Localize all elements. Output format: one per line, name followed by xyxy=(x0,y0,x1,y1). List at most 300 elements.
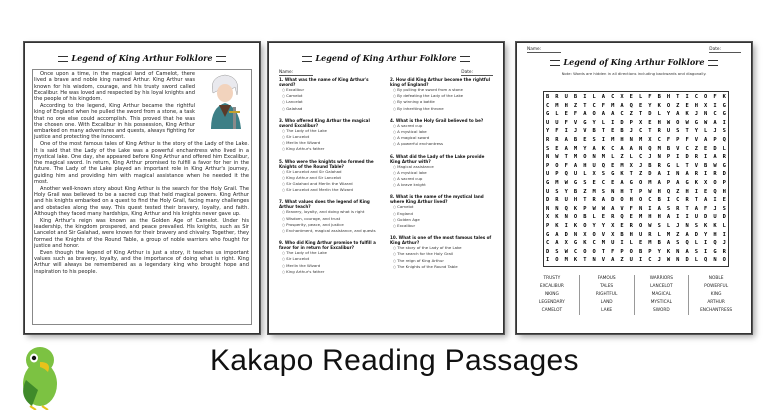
grid-letter[interactable]: J xyxy=(638,162,643,169)
answer-option[interactable]: ○ Merlin the Wizard xyxy=(279,263,384,269)
grid-letter[interactable]: U xyxy=(611,240,615,247)
grid-letter[interactable]: H xyxy=(657,188,661,195)
grid-letter[interactable]: K xyxy=(620,171,624,178)
grid-letter[interactable]: A xyxy=(601,197,606,204)
grid-letter[interactable]: L xyxy=(657,111,661,118)
grid-letter[interactable]: Q xyxy=(564,171,568,178)
answer-option[interactable]: ○ Merlin the Wizard xyxy=(279,140,384,146)
grid-letter[interactable]: C xyxy=(546,102,550,109)
grid-letter[interactable]: R xyxy=(694,171,698,178)
grid-letter[interactable]: W xyxy=(704,119,708,126)
grid-letter[interactable]: K xyxy=(573,257,578,264)
grid-letter[interactable]: T xyxy=(601,248,606,255)
grid-letter[interactable]: G xyxy=(685,179,689,186)
grid-letter[interactable]: G xyxy=(722,162,726,169)
answer-option[interactable]: ○ Golden Age xyxy=(390,217,495,223)
grid-letter[interactable]: L xyxy=(694,257,698,264)
grid-letter[interactable]: L xyxy=(629,240,633,247)
answer-option[interactable]: ○ A mystical lake xyxy=(390,170,495,176)
grid-letter[interactable]: G xyxy=(546,231,550,238)
grid-letter[interactable]: Z xyxy=(676,231,680,238)
answer-option[interactable]: ○ A brave knight xyxy=(390,182,495,188)
grid-letter[interactable]: K xyxy=(694,179,698,186)
grid-letter[interactable]: N xyxy=(713,257,717,264)
grid-letter[interactable]: Z xyxy=(620,257,624,264)
grid-letter[interactable]: R xyxy=(555,197,559,204)
grid-letter[interactable]: B xyxy=(657,240,661,247)
grid-letter[interactable]: J xyxy=(657,257,661,264)
grid-letter[interactable]: S xyxy=(657,222,661,229)
grid-letter[interactable]: A xyxy=(676,179,680,186)
grid-letter[interactable]: N xyxy=(676,257,680,264)
grid-letter[interactable]: W xyxy=(666,257,671,264)
grid-letter[interactable]: N xyxy=(685,222,689,229)
grid-letter[interactable]: A xyxy=(694,205,698,212)
grid-letter[interactable]: Y xyxy=(592,222,596,229)
grid-letter[interactable]: D xyxy=(546,248,550,255)
grid-letter[interactable]: R xyxy=(722,248,726,255)
grid-letter[interactable]: T xyxy=(685,128,689,135)
grid-letter[interactable]: T xyxy=(685,162,689,169)
grid-letter[interactable]: G xyxy=(713,248,717,255)
grid-letter[interactable]: E xyxy=(555,145,559,152)
grid-letter[interactable]: L xyxy=(629,154,633,161)
grid-letter[interactable]: L xyxy=(676,162,680,169)
grid-letter[interactable]: E xyxy=(601,214,606,221)
grid-letter[interactable]: Y xyxy=(657,248,661,255)
grid-letter[interactable]: I xyxy=(704,248,708,255)
grid-letter[interactable]: E xyxy=(638,102,643,109)
grid-letter[interactable]: O xyxy=(592,231,596,238)
grid-letter[interactable]: K xyxy=(601,145,606,152)
grid-letter[interactable]: C xyxy=(685,145,689,152)
grid-letter[interactable]: L xyxy=(704,128,708,135)
grid-letter[interactable]: S xyxy=(601,171,606,178)
grid-letter[interactable]: G xyxy=(573,179,578,186)
grid-letter[interactable]: V xyxy=(694,136,698,143)
grid-letter[interactable]: F xyxy=(685,136,689,143)
grid-letter[interactable]: G xyxy=(722,111,726,118)
grid-letter[interactable]: D xyxy=(611,197,615,204)
grid-letter[interactable]: V xyxy=(676,145,680,152)
grid-letter[interactable]: G xyxy=(694,119,698,126)
grid-letter[interactable]: A xyxy=(704,136,708,143)
answer-option[interactable]: ○ King Arthur's father xyxy=(279,269,384,275)
grid-letter[interactable]: N xyxy=(573,231,578,238)
grid-letter[interactable]: M xyxy=(666,231,671,238)
grid-letter[interactable]: T xyxy=(685,205,689,212)
grid-letter[interactable]: S xyxy=(722,205,726,212)
answer-option[interactable]: ○ King Arthur's father xyxy=(279,146,384,152)
answer-option[interactable]: ○ A sacred cup xyxy=(390,123,495,129)
grid-letter[interactable]: C xyxy=(713,111,717,118)
grid-letter[interactable]: Y xyxy=(592,119,596,126)
grid-letter[interactable]: Q xyxy=(685,240,689,247)
grid-letter[interactable]: S xyxy=(676,240,680,247)
grid-letter[interactable]: P xyxy=(546,162,550,169)
grid-letter[interactable]: G xyxy=(611,171,615,178)
grid-letter[interactable]: J xyxy=(573,128,578,135)
grid-letter[interactable]: Y xyxy=(583,145,587,152)
grid-letter[interactable]: I xyxy=(685,214,689,221)
grid-letter[interactable]: Y xyxy=(546,128,550,135)
grid-letter[interactable]: E xyxy=(722,197,726,204)
grid-letter[interactable]: H xyxy=(620,188,624,195)
grid-letter[interactable]: A xyxy=(713,119,717,126)
grid-letter[interactable]: E xyxy=(583,136,587,143)
grid-letter[interactable]: B xyxy=(704,162,708,169)
grid-letter[interactable]: B xyxy=(573,188,578,195)
answer-option[interactable]: ○ Sir Lancelot and Merlin the Wizard xyxy=(279,187,384,193)
grid-letter[interactable]: B xyxy=(583,214,587,221)
grid-letter[interactable]: T xyxy=(694,197,698,204)
grid-letter[interactable]: H xyxy=(666,94,671,100)
grid-letter[interactable]: O xyxy=(583,248,587,255)
grid-letter[interactable]: A xyxy=(713,154,717,161)
grid-letter[interactable]: A xyxy=(601,111,606,118)
grid-letter[interactable]: Y xyxy=(694,128,698,135)
grid-letter[interactable]: C xyxy=(592,102,596,109)
grid-letter[interactable]: K xyxy=(713,222,717,229)
grid-letter[interactable]: M xyxy=(638,136,643,143)
grid-letter[interactable]: P xyxy=(620,248,624,255)
grid-letter[interactable]: P xyxy=(629,119,633,126)
grid-letter[interactable]: J xyxy=(713,128,717,135)
grid-letter[interactable]: V xyxy=(694,162,698,169)
grid-letter[interactable]: U xyxy=(713,214,717,221)
grid-letter[interactable]: O xyxy=(592,248,596,255)
answer-option[interactable]: ○ Camelot xyxy=(279,93,384,99)
answer-option[interactable]: ○ A mystical lake xyxy=(390,129,495,135)
grid-letter[interactable]: H xyxy=(573,197,578,204)
grid-letter[interactable]: L xyxy=(592,94,596,100)
grid-letter[interactable]: Q xyxy=(629,102,633,109)
grid-letter[interactable]: I xyxy=(713,197,717,204)
answer-option[interactable]: ○ Magical assistance xyxy=(390,164,495,170)
grid-letter[interactable]: N xyxy=(629,136,633,143)
grid-letter[interactable]: A xyxy=(611,205,615,212)
grid-letter[interactable]: F xyxy=(648,94,652,100)
grid-letter[interactable]: M xyxy=(657,145,661,152)
grid-letter[interactable]: J xyxy=(713,205,717,212)
grid-letter[interactable]: A xyxy=(583,111,587,118)
grid-letter[interactable]: C xyxy=(611,145,615,152)
grid-letter[interactable]: X xyxy=(611,231,615,238)
grid-letter[interactable]: S xyxy=(583,179,587,186)
grid-letter[interactable]: E xyxy=(629,214,633,221)
grid-letter[interactable]: F xyxy=(564,162,568,169)
answer-option[interactable]: ○ Excalibur xyxy=(390,223,495,229)
grid-letter[interactable]: R xyxy=(555,136,559,143)
grid-letter[interactable]: B xyxy=(546,94,550,100)
grid-letter[interactable]: X xyxy=(592,171,596,178)
grid-letter[interactable]: A xyxy=(657,205,661,212)
grid-letter[interactable]: D xyxy=(722,214,726,221)
grid-letter[interactable]: R xyxy=(629,222,633,229)
grid-letter[interactable]: A xyxy=(685,171,689,178)
grid-letter[interactable]: F xyxy=(629,205,633,212)
grid-letter[interactable]: T xyxy=(583,197,587,204)
grid-letter[interactable]: N xyxy=(546,205,550,212)
grid-letter[interactable]: A xyxy=(620,179,624,186)
grid-letter[interactable]: H xyxy=(583,162,587,169)
grid-letter[interactable]: S xyxy=(601,188,606,195)
grid-letter[interactable]: B xyxy=(592,128,596,135)
grid-letter[interactable]: I xyxy=(713,102,717,109)
grid-letter[interactable]: C xyxy=(694,94,698,100)
grid-letter[interactable]: T xyxy=(583,102,587,109)
grid-letter[interactable]: C xyxy=(676,197,680,204)
grid-letter[interactable]: D xyxy=(546,197,550,204)
grid-letter[interactable]: C xyxy=(573,248,578,255)
grid-letter[interactable]: M xyxy=(555,179,559,186)
grid-letter[interactable]: A xyxy=(601,94,606,100)
grid-letter[interactable]: S xyxy=(694,222,698,229)
grid-letter[interactable]: B xyxy=(638,248,643,255)
grid-letter[interactable]: I xyxy=(704,171,708,178)
grid-letter[interactable]: X xyxy=(564,240,568,247)
grid-letter[interactable]: R xyxy=(657,162,661,169)
grid-letter[interactable]: Y xyxy=(601,222,606,229)
answer-option[interactable]: ○ The reign of King Arthur xyxy=(390,258,495,264)
grid-letter[interactable]: B xyxy=(573,94,578,100)
grid-letter[interactable]: B xyxy=(666,145,671,152)
grid-letter[interactable]: G xyxy=(629,179,633,186)
grid-letter[interactable]: P xyxy=(546,222,550,229)
answer-option[interactable]: ○ Sir Lancelot xyxy=(279,134,384,140)
grid-letter[interactable]: C xyxy=(638,128,643,135)
answer-option[interactable]: ○ A sacred cup xyxy=(390,176,495,182)
answer-option[interactable]: ○ Prosperity, peace, and justice xyxy=(279,222,384,228)
grid-letter[interactable]: T xyxy=(638,111,643,118)
grid-letter[interactable]: Z xyxy=(694,145,698,152)
grid-letter[interactable]: J xyxy=(648,154,652,161)
grid-letter[interactable]: O xyxy=(555,162,559,169)
grid-letter[interactable]: Q xyxy=(704,257,708,264)
grid-letter[interactable]: A xyxy=(611,111,615,118)
grid-letter[interactable]: A xyxy=(629,145,633,152)
grid-letter[interactable]: O xyxy=(676,119,680,126)
grid-letter[interactable]: R xyxy=(676,205,680,212)
grid-letter[interactable]: E xyxy=(685,102,689,109)
grid-letter[interactable]: I xyxy=(546,257,550,264)
grid-letter[interactable]: N xyxy=(592,257,596,264)
answer-option[interactable]: ○ Bravery, loyalty, and doing what is right xyxy=(279,209,384,215)
grid-letter[interactable]: O xyxy=(573,214,578,221)
grid-letter[interactable]: W xyxy=(666,119,671,126)
grid-letter[interactable]: U xyxy=(638,231,643,238)
grid-letter[interactable]: V xyxy=(601,257,606,264)
grid-letter[interactable]: K xyxy=(573,222,578,229)
grid-letter[interactable]: F xyxy=(611,248,615,255)
grid-letter[interactable]: Z xyxy=(638,171,643,178)
grid-letter[interactable]: A xyxy=(685,248,689,255)
grid-letter[interactable]: G xyxy=(546,111,550,118)
grid-letter[interactable]: D xyxy=(648,171,652,178)
grid-letter[interactable]: I xyxy=(694,188,698,195)
grid-letter[interactable]: T xyxy=(629,188,633,195)
grid-letter[interactable]: Z xyxy=(573,102,578,109)
grid-letter[interactable]: C xyxy=(611,94,615,100)
grid-letter[interactable]: P xyxy=(713,136,717,143)
grid-letter[interactable]: F xyxy=(704,205,708,212)
grid-letter[interactable]: V xyxy=(573,119,578,126)
grid-letter[interactable]: E xyxy=(611,162,615,169)
grid-letter[interactable]: I xyxy=(638,257,643,264)
grid-letter[interactable]: G xyxy=(666,162,671,169)
grid-letter[interactable]: I xyxy=(666,171,671,178)
grid-letter[interactable]: R xyxy=(592,197,596,204)
grid-letter[interactable]: T xyxy=(583,257,587,264)
grid-letter[interactable]: R xyxy=(657,128,661,135)
grid-letter[interactable]: H xyxy=(657,214,661,221)
grid-letter[interactable]: D xyxy=(564,231,568,238)
grid-letter[interactable]: D xyxy=(713,145,717,152)
grid-letter[interactable]: R xyxy=(611,214,615,221)
grid-letter[interactable]: K xyxy=(666,248,671,255)
grid-letter[interactable]: E xyxy=(704,145,708,152)
grid-letter[interactable]: X xyxy=(583,231,587,238)
answer-option[interactable]: ○ Lancelot xyxy=(279,99,384,105)
grid-letter[interactable]: T xyxy=(601,128,606,135)
answer-option[interactable]: ○ The search for the Holy Grail xyxy=(390,251,495,257)
grid-letter[interactable]: L xyxy=(722,145,726,152)
grid-letter[interactable]: Z xyxy=(629,111,633,118)
grid-letter[interactable]: I xyxy=(601,136,606,143)
grid-letter[interactable]: U xyxy=(546,171,550,178)
grid-letter[interactable]: W xyxy=(713,162,717,169)
grid-letter[interactable]: C xyxy=(620,111,624,118)
answer-option[interactable]: ○ The Lady of the Lake xyxy=(279,250,384,256)
grid-letter[interactable]: H xyxy=(620,136,624,143)
grid-letter[interactable]: A xyxy=(555,240,559,247)
grid-letter[interactable]: Z xyxy=(676,188,680,195)
grid-letter[interactable]: B xyxy=(620,128,624,135)
grid-letter[interactable]: P xyxy=(676,136,680,143)
grid-letter[interactable]: C xyxy=(648,257,652,264)
grid-letter[interactable]: U xyxy=(694,214,698,221)
grid-letter[interactable]: I xyxy=(685,94,689,100)
grid-letter[interactable]: M xyxy=(601,240,606,247)
grid-letter[interactable]: A xyxy=(611,257,615,264)
grid-letter[interactable]: O xyxy=(592,111,596,118)
grid-letter[interactable]: R xyxy=(555,94,559,100)
answer-option[interactable]: ○ By winning a battle xyxy=(390,99,495,105)
grid-letter[interactable]: A xyxy=(685,231,689,238)
grid-letter[interactable]: W xyxy=(555,154,559,161)
grid-letter[interactable]: L xyxy=(666,222,671,229)
grid-letter[interactable]: C xyxy=(546,240,550,247)
grid-letter[interactable]: I xyxy=(704,240,708,247)
grid-letter[interactable]: N xyxy=(676,248,680,255)
grid-letter[interactable]: W xyxy=(601,205,606,212)
grid-letter[interactable]: L xyxy=(657,231,661,238)
answer-option[interactable]: ○ Excalibur xyxy=(279,87,384,93)
grid-letter[interactable]: Q xyxy=(564,205,568,212)
answer-option[interactable]: ○ By defeating the Lady of the Lake xyxy=(390,93,495,99)
grid-letter[interactable]: L xyxy=(611,154,615,161)
grid-letter[interactable]: X xyxy=(638,119,643,126)
grid-letter[interactable]: O xyxy=(704,94,708,100)
grid-letter[interactable]: Y xyxy=(704,231,708,238)
grid-letter[interactable]: O xyxy=(638,222,643,229)
grid-letter[interactable]: R xyxy=(648,231,652,238)
grid-letter[interactable]: X xyxy=(704,102,708,109)
grid-letter[interactable]: N xyxy=(638,205,643,212)
answer-option[interactable]: ○ Enchantment, magical assistance, and quests xyxy=(279,228,384,234)
grid-letter[interactable]: T xyxy=(648,128,652,135)
grid-letter[interactable]: A xyxy=(657,179,661,186)
grid-letter[interactable]: U xyxy=(555,119,559,126)
grid-letter[interactable]: J xyxy=(722,240,726,247)
grid-letter[interactable]: U xyxy=(629,257,633,264)
grid-letter[interactable]: X xyxy=(611,222,615,229)
grid-letter[interactable]: R xyxy=(546,136,550,143)
grid-letter[interactable]: H xyxy=(648,214,652,221)
grid-letter[interactable]: B xyxy=(620,231,624,238)
grid-letter[interactable]: E xyxy=(592,179,596,186)
answer-option[interactable]: ○ Galahad xyxy=(279,106,384,112)
grid-letter[interactable]: I xyxy=(564,222,568,229)
grid-letter[interactable]: R xyxy=(713,171,717,178)
grid-letter[interactable]: O xyxy=(713,179,717,186)
grid-letter[interactable]: Q xyxy=(620,214,624,221)
grid-letter[interactable]: Y xyxy=(666,111,671,118)
grid-letter[interactable]: H xyxy=(685,188,689,195)
grid-letter[interactable]: K xyxy=(722,94,726,100)
grid-letter[interactable]: P xyxy=(666,154,671,161)
grid-letter[interactable]: X xyxy=(648,136,652,143)
grid-letter[interactable]: E xyxy=(564,111,568,118)
grid-letter[interactable]: I xyxy=(666,197,671,204)
grid-letter[interactable]: S xyxy=(676,128,680,135)
grid-letter[interactable]: O xyxy=(638,197,643,204)
grid-letter[interactable]: A xyxy=(573,162,578,169)
grid-letter[interactable]: E xyxy=(638,240,643,247)
grid-letter[interactable]: E xyxy=(629,94,633,100)
grid-letter[interactable]: W xyxy=(564,179,568,186)
grid-letter[interactable]: B xyxy=(648,162,652,169)
grid-letter[interactable]: C xyxy=(592,240,596,247)
grid-letter[interactable]: K xyxy=(573,205,578,212)
grid-letter[interactable]: X xyxy=(546,214,550,221)
answer-option[interactable]: ○ The story of the Lady of the Lake xyxy=(390,245,495,251)
grid-letter[interactable]: D xyxy=(722,171,726,178)
grid-letter[interactable]: Q xyxy=(713,188,717,195)
answer-option[interactable]: ○ The Lady of the Lake xyxy=(279,128,384,134)
grid-letter[interactable]: J xyxy=(694,111,698,118)
grid-letter[interactable]: O xyxy=(620,197,624,204)
grid-letter[interactable]: M xyxy=(592,188,596,195)
grid-letter[interactable]: F xyxy=(555,128,559,135)
grid-letter[interactable]: I xyxy=(676,214,680,221)
grid-letter[interactable]: I xyxy=(611,119,615,126)
grid-letter[interactable]: M xyxy=(573,145,578,152)
grid-letter[interactable]: I xyxy=(648,205,652,212)
answer-option[interactable]: ○ Sir Lancelot and Sir Galahad xyxy=(279,169,384,175)
grid-letter[interactable]: L xyxy=(694,240,698,247)
grid-letter[interactable]: O xyxy=(629,248,633,255)
grid-letter[interactable]: Q xyxy=(722,136,726,143)
grid-letter[interactable]: C xyxy=(601,179,606,186)
grid-letter[interactable]: C xyxy=(638,154,643,161)
grid-letter[interactable]: A xyxy=(555,231,559,238)
grid-letter[interactable]: H xyxy=(713,231,717,238)
grid-letter[interactable]: I xyxy=(676,154,680,161)
grid-letter[interactable]: O xyxy=(722,257,726,264)
grid-letter[interactable]: M xyxy=(648,240,652,247)
grid-letter[interactable]: A xyxy=(564,136,568,143)
